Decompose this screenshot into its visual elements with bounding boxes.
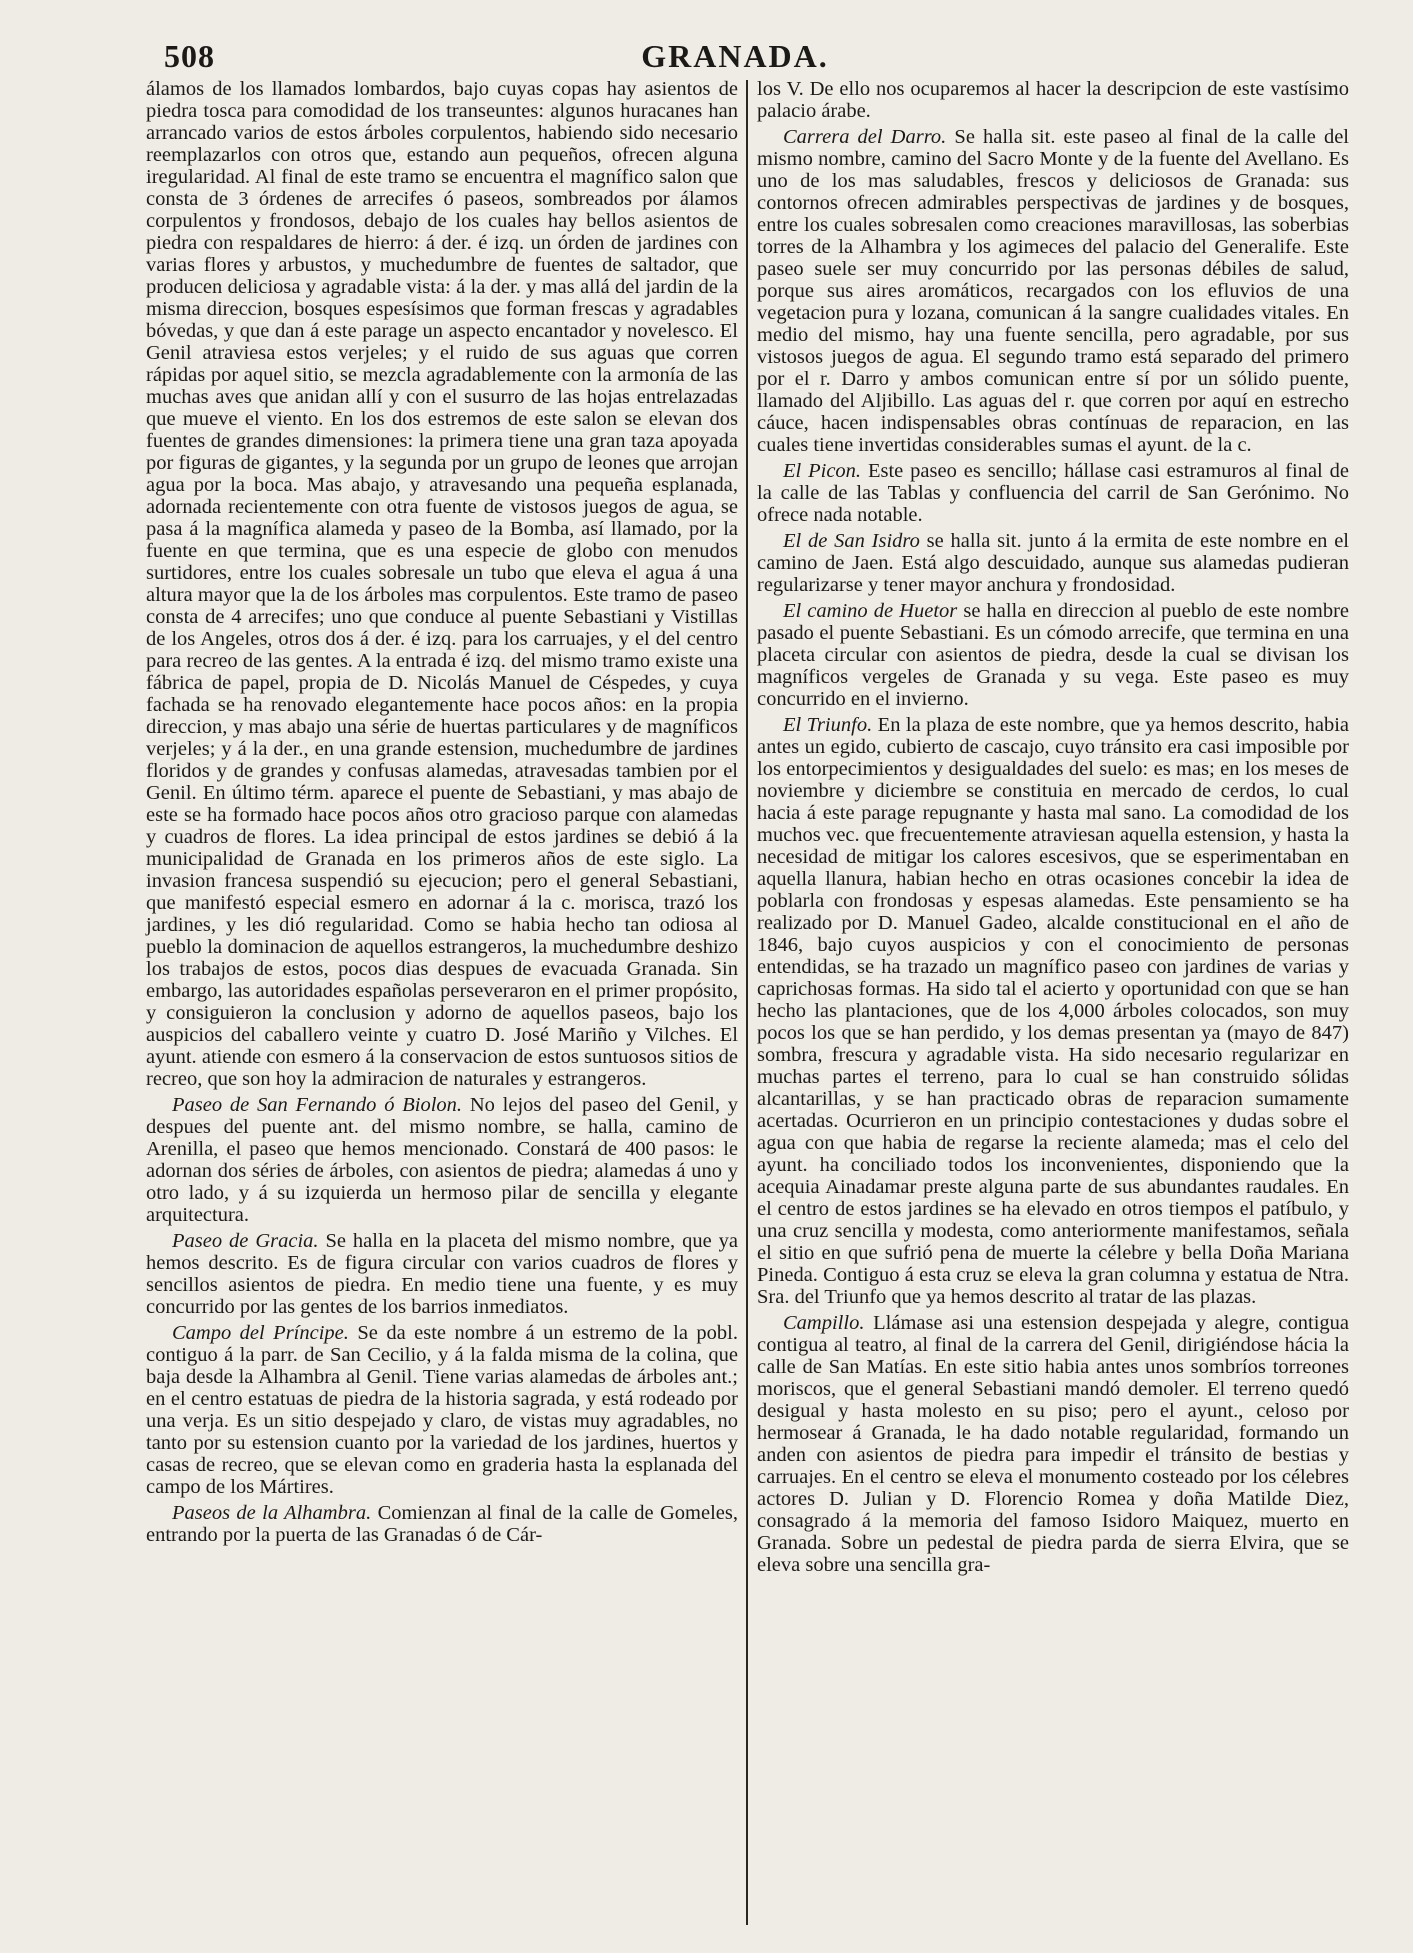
paragraph xyxy=(757,78,1349,122)
paragraph xyxy=(757,126,1349,456)
paragraph xyxy=(146,1502,738,1546)
paragraph xyxy=(757,714,1349,1308)
paragraph-lead: El camino de Huetor xyxy=(783,600,958,622)
paragraph-lead: Carrera del Darro. xyxy=(783,126,947,148)
running-title: GRANADA. xyxy=(641,38,829,74)
paragraph-text: Se da este nombre á un estremo de la pobl. contiguo á la parr. de San Cecilio, y á la falda misma de la colina, que baja desde la Alhambra al Genil. Tiene varias alamedas de árboles ant.; en el centro estatuas de piedra de la historia sagrada, y está rodeado por una verja. Es un sitio despejado y claro, de vistas muy agradables, no tanto por su estension cuanto por la variedad de los jardines, huertos y casas de recreo, que se elevan como en graderia hasta la esplanada del campo de los Mártires. xyxy=(146,1322,738,1498)
paragraph xyxy=(146,1094,738,1226)
paragraph-lead: Campo del Príncipe. xyxy=(172,1322,349,1344)
paragraph xyxy=(146,1230,738,1318)
paragraph-lead: El de San Isidro xyxy=(783,530,920,552)
paragraph xyxy=(757,600,1349,710)
paragraph-lead: Paseo de San Fernando ó Biolon. xyxy=(172,1094,463,1116)
paragraph-text: los V. De ello nos ocuparemos al hacer la descripcion de este vastísimo palacio árabe. xyxy=(757,78,1349,122)
paragraph-lead: Campillo. xyxy=(783,1312,865,1334)
paragraph-text: Comienzan al final de la calle de Gomeles, entrando por la puerta de las Granadas ó de Cár- xyxy=(146,1502,738,1546)
paragraph-text: Se halla en la placeta del mismo nombre, que ya hemos descrito. Es de figura circular con varios cuadros de flores y sencillos asientos de piedra. En medio tiene una fuente, y es muy concurrido por las gentes de los barrios inmediatos. xyxy=(146,1230,739,1318)
page-header xyxy=(146,36,1324,76)
paragraph-lead: El Picon. xyxy=(783,460,862,482)
paragraph-text: No lejos del paseo del Genil, y despues del puente ant. del mismo nombre, se halla, camino de Arenilla, el paseo que hemos mencionado. Constará de 400 pasos: le adornan dos séries de árboles, con asientos de piedra; alamedas á uno y otro lado, y á su izquierda un hermoso pilar de sencilla y elegante arquitectura. xyxy=(146,1094,739,1226)
paragraph-text: álamos de los llamados lombardos, bajo cuyas copas hay asientos de piedra tosca para comodidad de los transeuntes: algunos huracanes han arrancado varios de estos árboles corpulentos, habiendo sido necesario reemplazarlos con otros que, estando aun pequeños, ofrecen alguna iregularidad. Al final de este tramo se encuentra el magnífico salon que consta de 3 órdenes de arrecifes ó paseos, sombreados por álamos corpulentos y frondosos, debajo de los cuales hay bellos asientos de piedra con respaldares de hierro: á der. é izq. un órden de jardines con varias flores y arbustos, y muchedumbre de fuentes de saltador, que producen deliciosa y agradable vista: á la der. y mas allá del jardin de la misma direccion, bosques espesísimos que forman frescas y agradables bóvedas, y que dan á este parage un aspecto encantador y novelesco. El Genil atraviesa estos verjeles; y el ruido de sus aguas que corren rápidas por aquel sitio, se mezcla agradablemente con la armonía de las muchas aves que anidan allí y con el susurro de las hojas entrelazadas que mueve el viento. En los dos estremos de este salon se elevan dos fuentes de grandes dimensiones: la primera tiene una gran taza apoyada por figuras de gigantes, y la segunda por un grupo de leones que arrojan agua por la boca. Mas abajo, y atravesando una pequeña esplanada, adornada recientemente con otra fuente de vistosos juegos de agua, se pasa á la magnífica alameda y paseo de la Bomba, así llamado, por la fuente en que termina, que es una especie de globo con menudos surtidores, entre los cuales sobresale un tubo que eleva el agua á una altura mayor que la de los árboles mas corpulentos. Este tramo de paseo consta de 4 arrecifes; uno que conduce al puente Sebastiani y Vistillas de los Angeles, otros dos á der. é izq. para los carruajes, y el del centro para recreo de las gentes. A la entrada é izq. del mismo tramo existe una fábrica de papel, propia de D. Nicolás Manuel de Céspedes, y cuya fachada se ha renovado elegantemente hace pocos años: en la propia direccion, y mas abajo una série de huertas particulares y de magníficos verjeles; y á la der., en una grande estension, muchedumbre de jardines floridos y de grandes y confusas alamedas, atravesadas tambien por el Genil. En último térm. aparece el puente de Sebastiani, y mas abajo de este se ha formado hace pocos años otro gracioso parque con alamedas y cuadros de flores. La idea principal de estos jardines se debió á la municipalidad de Granada en los primeros años de este siglo. La invasion francesa suspendió su ejecucion; pero el general Sebastiani, que manifestó especial esmero en adornar á la c. morisca, trazó los jardines, y les dió regularidad. Como se habia hecho tan odiosa al pueblo la dominacion de aquellos estrangeros, la muchedumbre deshizo los trabajos de estos, pocos dias despues de evacuada Granada. Sin embargo, las autoridades españolas perseveraron en el primer propósito, y consiguieron la conclusion y adorno de aquellos paseos, bajo los auspicios del caballero veinte y cuatro D. José Mariño y Vilches. El ayunt. atiende con esmero á la conservacion de estos suntuosos sitios de recreo, que son hoy la admiracion de naturales y estrangeros. xyxy=(146,78,738,1090)
paragraph xyxy=(146,1322,738,1498)
paragraph xyxy=(757,1312,1349,1576)
paragraph-lead: El Triunfo. xyxy=(783,714,873,736)
paragraph xyxy=(757,460,1349,526)
paragraph-text: se halla sit. junto á la ermita de este nombre en el camino de Jaen. Está algo descuidado, aunque sus alamedas pudieran regularizarse y tener mayor anchura y frondosidad. xyxy=(757,530,1349,596)
paragraph-text: se halla en direccion al pueblo de este nombre pasado el puente Sebastiani. Es un cómodo arrecife, que termina en una placeta circular con asientos de piedra, desde la cual se divisan los magníficos vergeles de Granada y su vega. Este paseo es muy concurrido en el invierno. xyxy=(757,600,1349,710)
column-divider xyxy=(746,80,748,1925)
paragraph-text: Se halla sit. este paseo al final de la calle del mismo nombre, camino del Sacro Monte y de la fuente del Avellano. Es uno de los mas saludables, frescos y deliciosos de Granada: sus contornos ofrecen admirables perspectivas de jardines y de bosques, entre los cuales sobresalen como creaciones maravillosas, las soberbias torres de la Alhambra y los agimeces del palacio del Generalife. Este paseo suele ser muy concurrido por las personas débiles de salud, porque sus aires aromáticos, recargados con los efluvios de una vegetacion pura y lozana, comunican á la sangre cualidades vitales. En medio del mismo, hay una fuente sencilla, pero agradable, por sus vistosos juegos de agua. El segundo tramo está separado del primero por el r. Darro y ambos comunican entre sí por un sólido puente, llamado del Aljibillo. Las aguas del r. que corren por aquí en estrecho cáuce, hacen indispensables obras contínuas de reparacion, en las cuales tiene invertidas considerables sumas el ayunt. de la c. xyxy=(757,126,1349,456)
left-column xyxy=(146,78,738,1928)
paragraph-lead: Paseo de Gracia. xyxy=(172,1230,319,1252)
paragraph xyxy=(146,78,738,1090)
paragraph xyxy=(757,530,1349,596)
paragraph-text: Llámase asi una estension despejada y alegre, contigua contigua al teatro, al final de la carrera del Genil, dirigiéndose hácia la calle de San Matías. En este sitio habia antes unos sombríos torreones moriscos, que el general Sebastiani mandó demoler. El terreno quedó desigual y hasta molesto en su piso; pero el ayunt., celoso por hermosear á Granada, le ha dado notable regularidad, formando un anden con asientos de piedra para impedir el tránsito de bestias y carruajes. En el centro se eleva el monumento costeado por los célebres actores D. Julian y D. Florencio Romea y doña Matilde Diez, consagrado á la memoria del famoso Isidoro Maiquez, muerto en Granada. Sobre un pedestal de piedra parda de sierra Elvira, que se eleva sobre una sencilla gra- xyxy=(757,1312,1349,1576)
paragraph-text: En la plaza de este nombre, que ya hemos descrito, habia antes un egido, cubierto de cascajo, cuyo tránsito era casi imposible por los entorpecimientos y desigualdades del suelo: es mas; en los meses de noviembre y diciembre se constituia en mercado de cerdos, lo cual hacia á este parage repugnante y hasta mal sano. La comodidad de los muchos vec. que frecuentemente atraviesan aquella estension, y hasta la necesidad de mitigar los calores escesivos, que se esperimentaban en aquella llanura, habian hecho en otras ocasiones concebir la idea de poblarla con frondosas y espesas alamedas. Este pensamiento se ha realizado por D. Manuel Gadeo, alcalde constitucional en el año de 1846, bajo cuyos auspicios y con el conocimiento de personas entendidas, se ha trazado un magnífico paseo con jardines de varias y caprichosas formas. Ha sido tal el acierto y oportunidad con que se han hecho las plantaciones, que de los 4,000 árboles colocados, son muy pocos los que se han perdido, y los demas presentan ya (mayo de 847) sombra, frescura y agradable vista. Ha sido necesario regularizar en muchas partes el terreno, para lo cual se han construido sólidas alcantarillas, y se han practicado obras de reparacion sumamente acertadas. Ocurrieron en un principio contestaciones y dudas sobre el agua con que habia de regarse la reciente alameda; mas el celo del ayunt. ha conciliado todos los inconvenientes, disponiendo que la acequia Ainadamar preste alguna parte de sus abundantes raudales. En el centro de estos jardines se ha elevado en otros tiempos el patíbulo, y una cruz sencilla y modesta, como anteriormente manifestamos, señala el sitio en que sufrió pena de muerte la célebre y bella Doña Mariana Pineda. Contiguo á esta cruz se eleva la gran columna y estatua de Ntra. Sra. del Triunfo que ya hemos descrito al tratar de las plazas. xyxy=(757,714,1349,1308)
page-number: 508 xyxy=(164,38,215,74)
right-column xyxy=(757,78,1349,1928)
paragraph-lead: Paseos de la Alhambra. xyxy=(172,1502,372,1524)
paragraph-text: Este paseo es sencillo; hállase casi estramuros al final de la calle de las Tablas y confluencia del carril de San Gerónimo. No ofrece nada notable. xyxy=(757,460,1349,526)
